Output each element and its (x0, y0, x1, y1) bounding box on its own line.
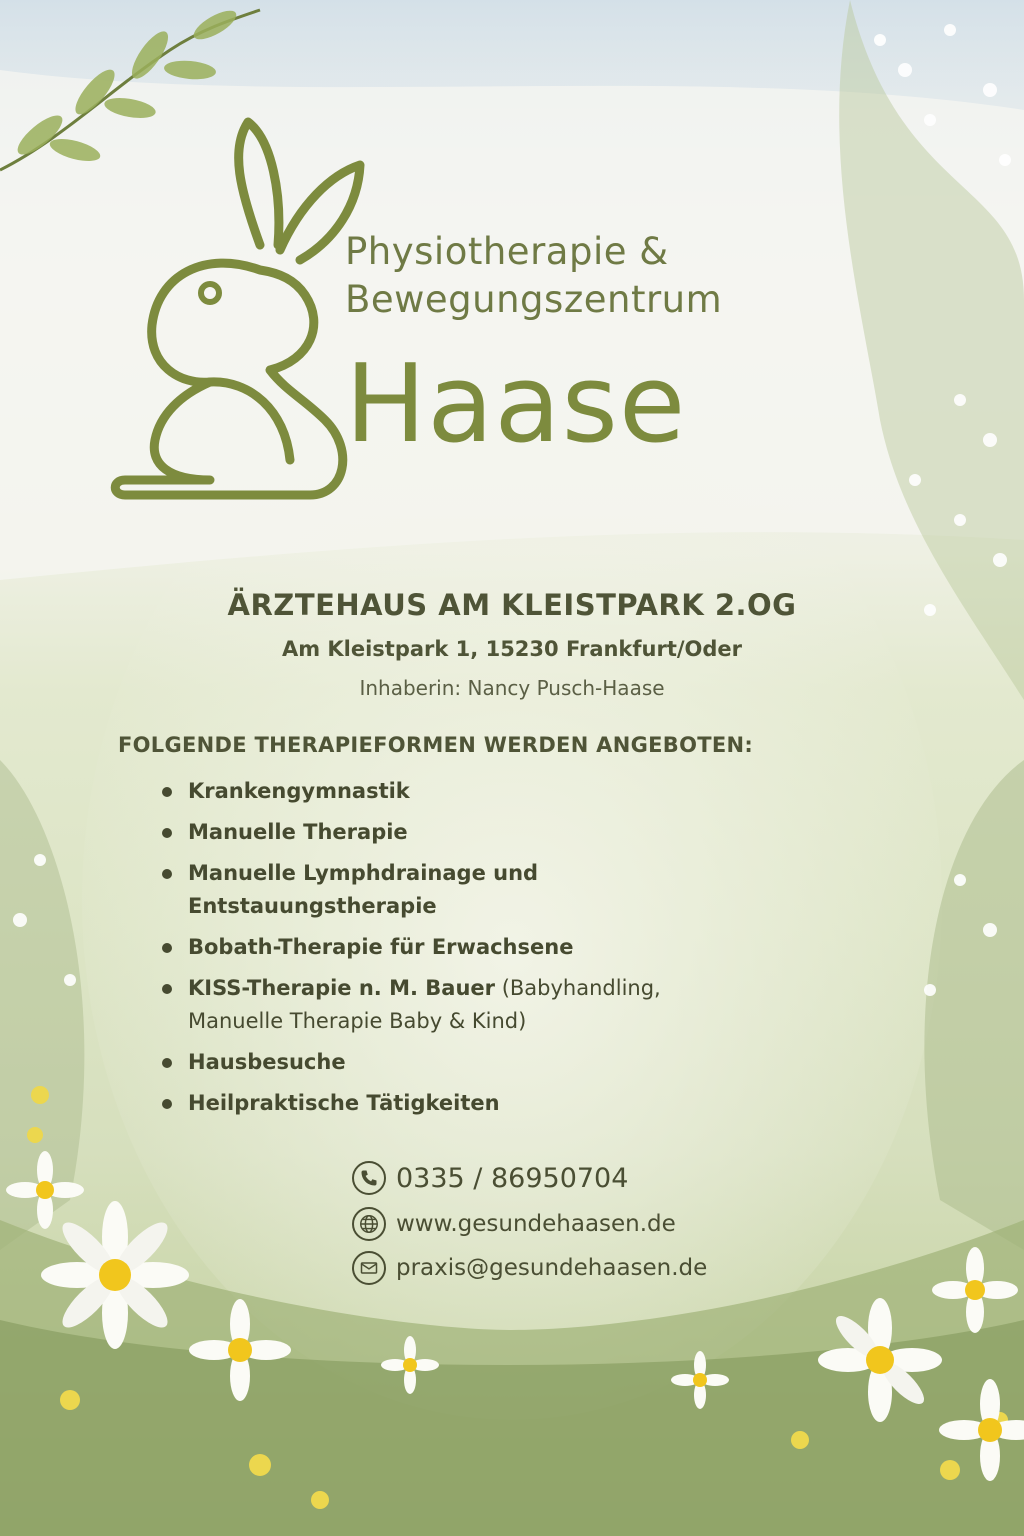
contact-phone[interactable] (352, 1160, 628, 1196)
therapy-main: KISS-Therapie n. M. Bauer (188, 976, 496, 1000)
therapy-item (160, 857, 658, 923)
therapy-item (160, 972, 758, 1038)
therapy-main: Bobath-Therapie für Erwachsene (188, 935, 574, 959)
brand-name: Haase (345, 342, 687, 467)
therapy-main: Heilpraktische Tätigkeiten (188, 1091, 500, 1115)
address: Am Kleistpark 1, 15230 Frankfurt/Oder (281, 637, 743, 661)
therapy-main: Hausbesuche (188, 1050, 346, 1074)
brand-line-1: Physiotherapie & (345, 230, 669, 273)
brand-line-2: Bewegungszentrum (345, 278, 723, 321)
therapies-heading: FOLGENDE THERAPIEFORMEN WERDEN ANGEBOTEN: (118, 733, 754, 757)
therapy-main: Krankengymnastik (188, 779, 410, 803)
bullet-icon (162, 828, 172, 838)
phone-number: 0335 / 86950704 (396, 1162, 629, 1194)
therapy-item (160, 1087, 800, 1120)
bullet-icon (162, 787, 172, 797)
building-name: ÄRZTEHAUS AM KLEISTPARK 2.OG (227, 588, 797, 622)
contact-website[interactable] (352, 1206, 676, 1242)
owner: Inhaberin: Nancy Pusch-Haase (359, 676, 665, 700)
website-url: www.gesundehaasen.de (396, 1211, 676, 1237)
bullet-icon (162, 1058, 172, 1068)
therapy-sub: (Babyhandling, Manuelle Therapie Baby & Kind) (188, 976, 661, 1033)
brand-header (345, 228, 722, 324)
globe-icon (352, 1207, 386, 1241)
therapy-main: Manuelle Lymphdrainage und Entstauungstherapie (188, 861, 539, 918)
therapy-item (160, 816, 800, 849)
phone-icon (352, 1161, 386, 1195)
therapy-main: Manuelle Therapie (188, 820, 408, 844)
envelope-icon (352, 1251, 386, 1285)
therapy-item (160, 931, 800, 964)
therapy-item (160, 1046, 800, 1079)
bullet-icon (162, 984, 172, 994)
therapy-item (160, 775, 800, 808)
rabbit-logo-icon (110, 110, 370, 510)
therapy-list (160, 775, 800, 1128)
contact-email[interactable] (352, 1250, 707, 1286)
bullet-icon (162, 869, 172, 879)
email-address: praxis@gesundehaasen.de (396, 1255, 708, 1281)
bullet-icon (162, 943, 172, 953)
bullet-icon (162, 1099, 172, 1109)
